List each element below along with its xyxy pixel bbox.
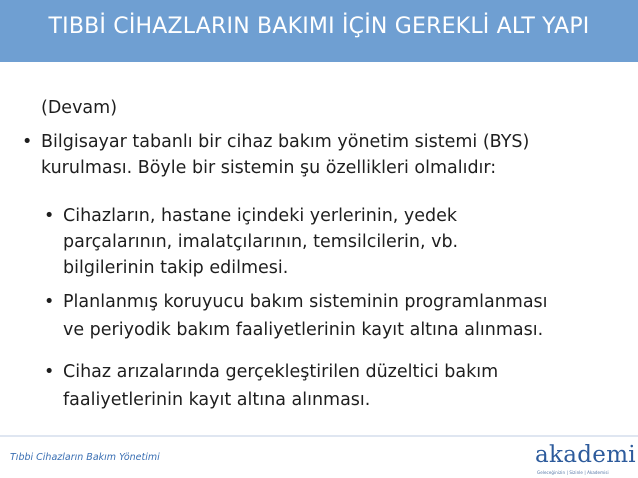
subtitle-continued: (Devam)	[41, 98, 118, 118]
slide-title: TIBBİ CİHAZLARIN BAKIMI İÇİN GEREKLİ ALT YAPI	[48, 14, 590, 39]
title-bar	[0, 0, 638, 62]
sub-bullet-marker-3: •	[44, 362, 55, 382]
footer-course-title: Tıbbi Cihazların Bakım Yönetimi	[10, 452, 160, 463]
sub-bullet-3-line-2: faaliyetlerinin kayıt altına alınması.	[63, 390, 371, 410]
bullet-marker-1: •	[22, 132, 33, 152]
logo-tagline: Geleceğinizin | Sizinle | Akademisi	[537, 470, 609, 475]
footer-divider	[0, 435, 638, 437]
sub-bullet-1-line-1: Cihazların, hastane içindeki yerlerinin, yedek	[63, 206, 458, 226]
logo-wordmark: akademi	[535, 442, 636, 468]
sub-bullet-2-line-1: Planlanmış koruyucu bakım sisteminin programlanması	[63, 292, 548, 312]
sub-bullet-1-line-3: bilgilerinin takip edilmesi.	[63, 258, 289, 278]
bullet-1-line-2: kurulması. Böyle bir sistemin şu özellikleri olmalıdır:	[41, 158, 497, 178]
bullet-1-line-1: Bilgisayar tabanlı bir cihaz bakım yönetim sistemi (BYS)	[41, 132, 530, 152]
sub-bullet-3-line-1: Cihaz arızalarında gerçekleştirilen düzeltici bakım	[63, 362, 499, 382]
akademi-logo	[535, 442, 636, 476]
sub-bullet-marker-2: •	[44, 292, 55, 312]
sub-bullet-marker-1: •	[44, 206, 55, 226]
sub-bullet-2-line-2: ve periyodik bakım faaliyetlerinin kayıt altına alınması.	[63, 320, 544, 340]
sub-bullet-1-line-2: parçalarının, imalatçılarının, temsilcilerin, vb.	[63, 232, 459, 252]
